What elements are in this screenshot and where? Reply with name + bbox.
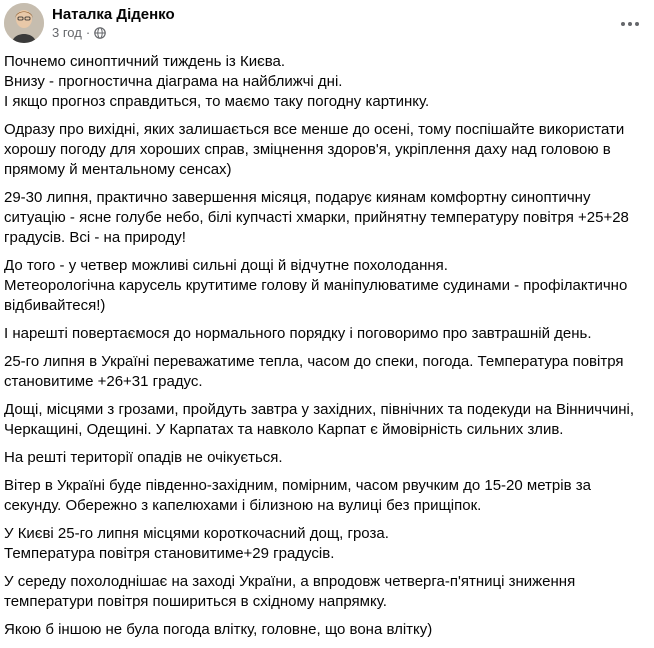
more-dots-icon [620,14,640,32]
paragraph: У середу похолоднішає на заході України, а впродовж четверга-п'ятниці зниження температури повітря пошириться в східному напрямку. [4,573,576,610]
author-avatar[interactable] [4,3,44,43]
globe-icon [94,27,106,39]
post-header [4,3,650,43]
paragraph: 25-го липня в Україні переважатиме тепла, часом до спеки, погода. Температура повітря становитиме +26+31 градус. [4,353,624,390]
paragraph: І нарешті повертаємося до нормального порядку і поговоримо про завтрашній день. [4,325,592,342]
paragraph: Якою б іншою не була погода влітку, головне, що вона влітку) [4,621,433,638]
paragraph: Дощі, місцями з грозами, пройдуть завтра у західних, північних та подекуди на Вінниччині, Черкащині, Одещині. У Карпатах та навколо Карпат є ймовірність сильних злив. [4,401,635,438]
avatar-image [4,3,44,43]
post-time[interactable]: 3 год [52,25,82,40]
author-name[interactable]: Наталка Діденко [52,6,175,23]
meta-separator: · [85,25,91,40]
post-meta [52,25,106,41]
paragraph: Вітер в Україні буде південно-західним, помірним, часом рвучким до 15-20 метрів за секунду. Обережно з капелюхами і білизною на вулиці без прищіпок. [4,477,591,514]
post-text [4,52,644,648]
paragraph: 29-30 липня, практично завершення місяця, подарує киянам комфортну синоптичну ситуацію - ясне голубе небо, білі купчасті хмарки, прийнятну температуру повітря +25+28 градусів. Всі - на природу! [4,189,629,246]
paragraph: До того - у четвер можливі сильні дощі й відчутне похолодання. Метеорологічна карусель крутитиме голову й маніпулюватиме судинами - профілактично відбивайтеся!) [4,257,628,314]
more-options-button[interactable] [616,9,644,37]
paragraph: На решті території опадів не очікується. [4,449,283,466]
paragraph: Почнемо синоптичний тиждень із Києва. Внизу - прогностична діаграма на найближчі дні. І якщо прогноз справдиться, то маємо таку погодну картинку. [4,53,430,110]
paragraph: У Києві 25-го липня місцями короткочасний дощ, гроза. Температура повітря становитиме+29 градусів. [4,525,389,562]
paragraph: Одразу про вихідні, яких залишається все менше до осені, тому поспішайте використати хорошу погоду для хороших справ, зміцнення здоров'я, укріплення даху над головою в прямому й ментальному сенсах) [4,121,625,178]
